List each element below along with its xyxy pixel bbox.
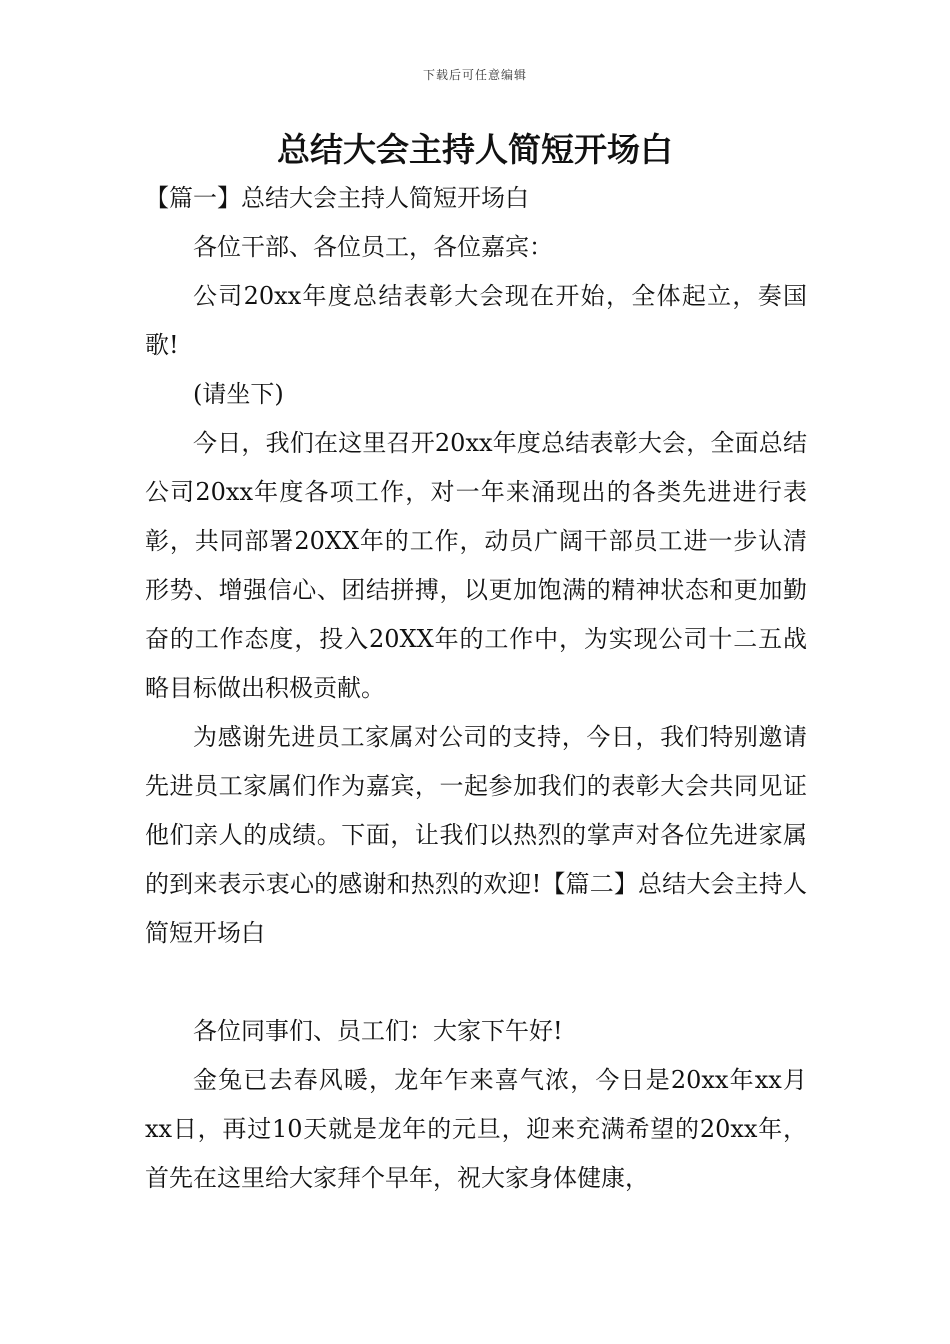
section-heading-1: 【篇一】总结大会主持人简短开场白 [145,184,529,212]
body-paragraph: 为感谢先进员工家属对公司的支持，今日，我们特别邀请先进员工家属们作为嘉宾，一起参加我们的表彰大会共同见证他们亲人的成绩。下面，让我们以热烈的掌声对各位先进家属的到来表示衷心的感谢和热烈的欢迎!【篇二】总结大会主持人简短开场白 [145,723,807,947]
page-header-note: 下载后可任意编辑 [422,68,527,82]
document-title: 总结大会主持人简短开场白 [277,130,673,169]
blank-line [145,958,807,1007]
body-paragraph: 金兔已去春风暖，龙年乍来喜气浓，今日是20xx年xx月xx日，再过10天就是龙年的元旦，迎来充满希望的20xx年，首先在这里给大家拜个早年，祝大家身体健康， [145,1066,807,1192]
document-body [145,174,807,1203]
greeting-paragraph: 各位干部、各位员工，各位嘉宾： [193,233,553,261]
stage-direction: (请坐下) [193,380,284,408]
body-paragraph: 今日，我们在这里召开20xx年度总结表彰大会，全面总结公司20xx年度各项工作，对一年来涌现出的各类先进进行表彰，共同部署20XX年的工作，动员广阔干部员工进一步认清形势、增强信心、团结拼搏，以更加饱满的精神状态和更加勤奋的工作态度，投入20XX年的工作中，为实现公司十二五战略目标做出积极贡献。 [145,429,807,702]
opening-paragraph: 公司20xx年度总结表彰大会现在开始，全体起立，奏国歌! [145,282,807,359]
greeting-paragraph: 各位同事们、员工们：大家下午好! [193,1017,563,1045]
